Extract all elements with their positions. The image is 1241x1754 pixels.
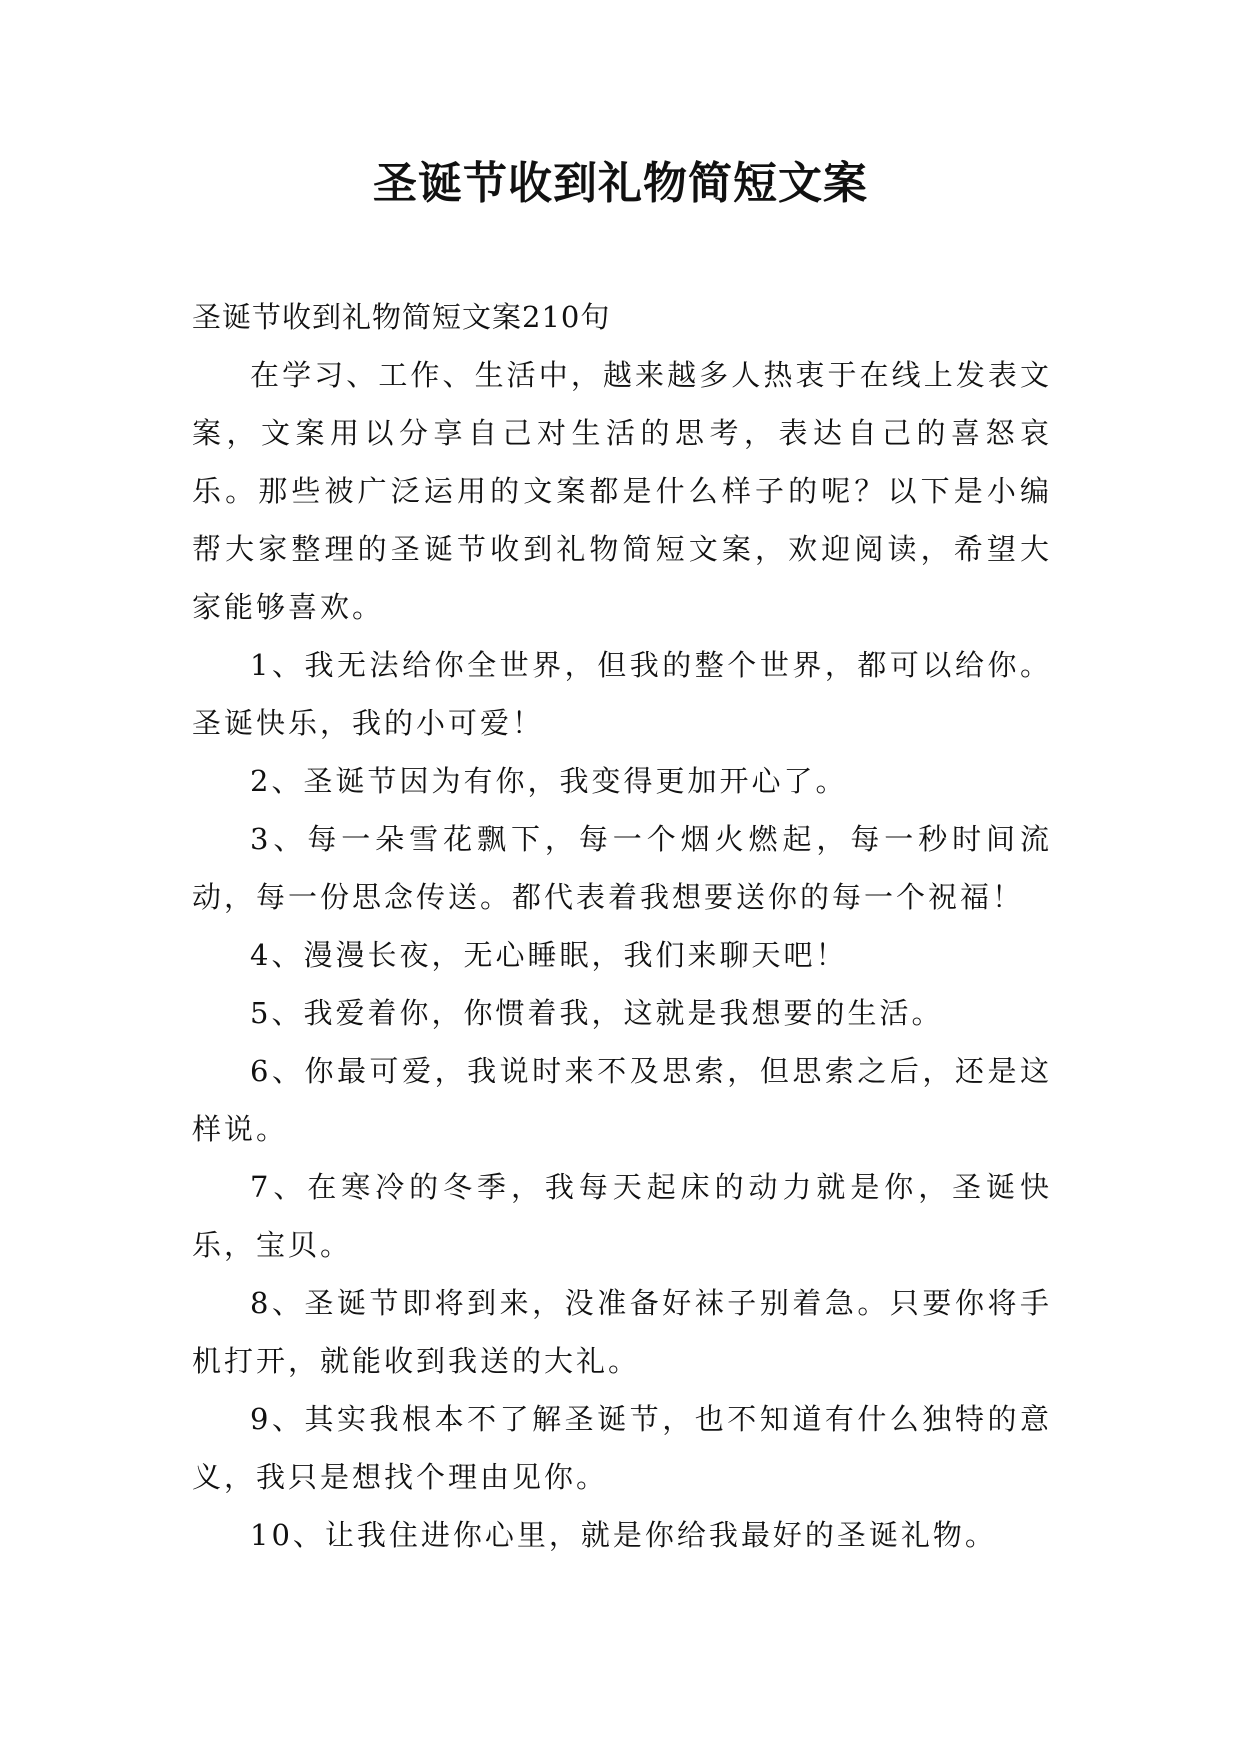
list-item: 3、每一朵雪花飘下，每一个烟火燃起，每一秒时间流动，每一份思念传送。都代表着我想要送你的每一个祝福！ (192, 822, 1052, 914)
document-title: 圣诞节收到礼物简短文案 (373, 158, 868, 209)
list-item: 7、在寒冷的冬季，我每天起床的动力就是你，圣诞快乐，宝贝。 (192, 1170, 1052, 1262)
list-item: 2、圣诞节因为有你，我变得更加开心了。 (250, 764, 848, 798)
list-item: 1、我无法给你全世界，但我的整个世界，都可以给你。圣诞快乐，我的小可爱！ (192, 648, 1052, 740)
list-item: 10、让我住进你心里，就是你给我最好的圣诞礼物。 (250, 1518, 997, 1552)
document-subtitle: 圣诞节收到礼物简短文案210句 (192, 300, 611, 334)
list-item: 9、其实我根本不了解圣诞节，也不知道有什么独特的意义，我只是想找个理由见你。 (192, 1402, 1052, 1494)
intro-paragraph: 在学习、工作、生活中，越来越多人热衷于在线上发表文案，文案用以分享自己对生活的思考，表达自己的喜怒哀乐。那些被广泛运用的文案都是什么样子的呢？以下是小编帮大家整理的圣诞节收到礼物简短文案，欢迎阅读，希望大家能够喜欢。 (192, 358, 1052, 624)
list-item: 4、漫漫长夜，无心睡眠，我们来聊天吧！ (250, 938, 848, 972)
document-body (192, 288, 1052, 1564)
list-item: 6、你最可爱，我说时来不及思索，但思索之后，还是这样说。 (192, 1054, 1052, 1146)
list-item: 5、我爱着你，你惯着我，这就是我想要的生活。 (250, 996, 944, 1030)
list-item: 8、圣诞节即将到来，没准备好袜子别着急。只要你将手机打开，就能收到我送的大礼。 (192, 1286, 1052, 1378)
